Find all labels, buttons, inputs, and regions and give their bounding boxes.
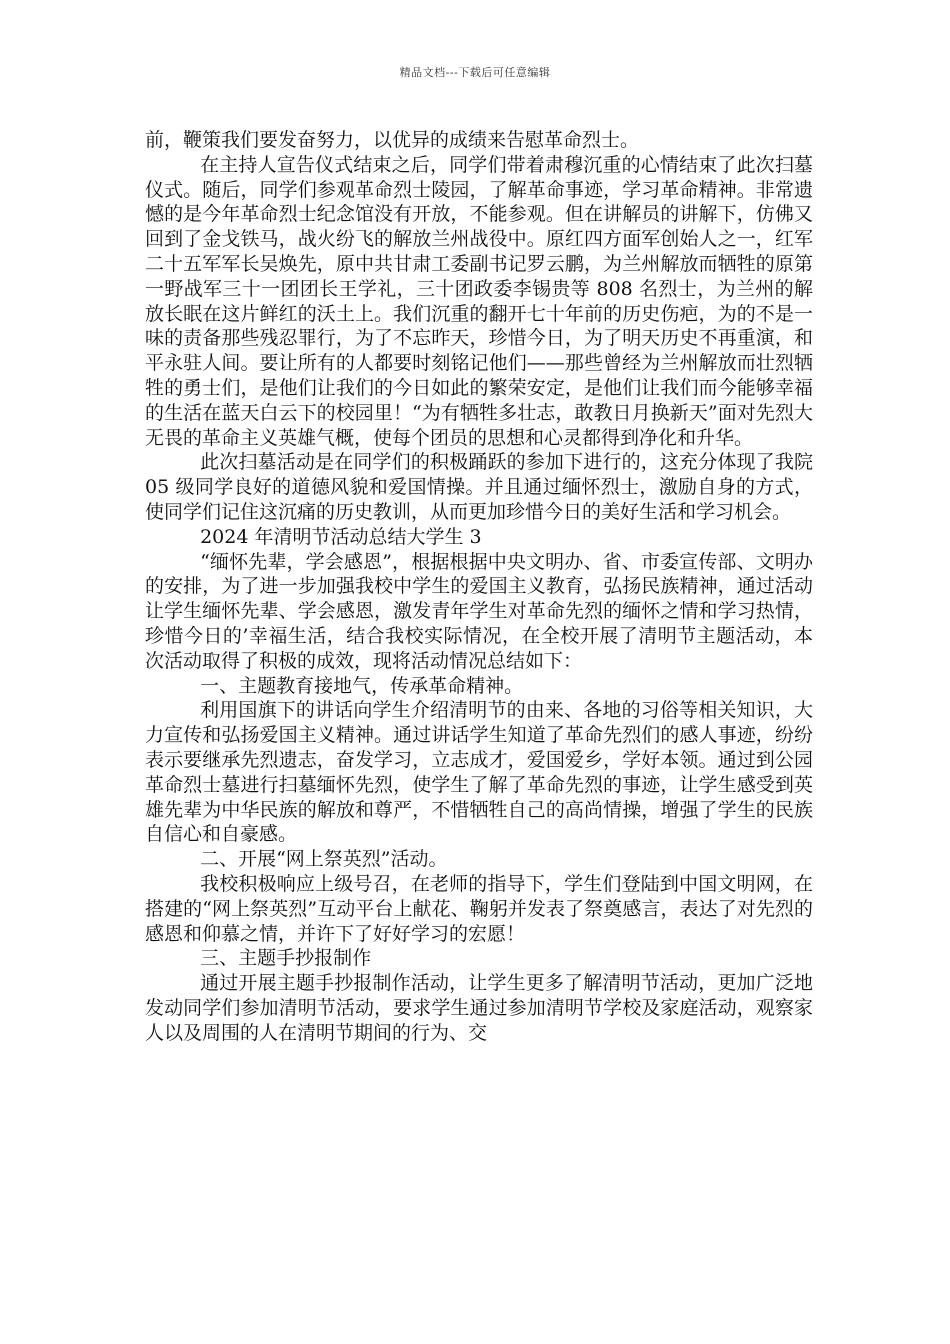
paragraph: 在主持人宣告仪式结束之后，同学们带着肃穆沉重的心情结束了此次扫墓仪式。随后，同学们参观革命烈士陵园，了解革命事迹，学习革命精神。非常遗憾的是今年革命烈士纪念馆没有开放，不能参观。但在讲解员的讲解下，仿佛又回到了金戈铁马，战火纷飞的解放兰州战役中。原红四方面军创始人之一，红军二十五军军长吴焕先，原中共甘肃工委副书记罗云鹏，为兰州解放而牺牲的原第一野战军三十一团团长王学礼，三十团政委李锡贵等 808 名烈士，为兰州的解放长眠在这片鲜红的沃土上。我们沉重的翻开七十年前的历史伤疤，为的不是一味的责备那些残忍罪行，为了不忘昨天，珍惜今日，为了明天历史不再重演，和平永驻人间。要让所有的人都要时刻铭记他们——那些曾经为兰州解放而壮烈牺牲的勇士们，是他们让我们的今日如此的繁荣安定，是他们让我们而今能够幸福的生活在蓝天白云下的校园里！“为有牺牲多壮志，敢教日月换新天”面对先烈大无畏的革命主义英雄气概，使每个团员的思想和心灵都得到净化和升华。 — [145, 153, 813, 449]
paragraph: 此次扫墓活动是在同学们的积极踊跃的参加下进行的，这充分体现了我院 05 级同学良好的道德风貌和爱国情操。并且通过缅怀烈士，激励自身的方式，使同学们记住这沉痛的历史教训，从而更加珍惜今日的美好生活和学习机会。 — [145, 451, 813, 523]
paragraph: “缅怀先辈，学会感恩”，根据根据中央文明办、省、市委宣传部、文明办的安排，为了进一步加强我校中学生的爱国主义教育，弘扬民族精神，通过活动让学生缅怀先辈、学会感恩，激发青年学生对革命先烈的缅怀之情和学习热情，珍惜今日的’幸福生活，结合我校实际情况，在全校开展了清明节主题活动，本次活动取得了积极的成效，现将活动情况总结如下： — [145, 550, 813, 672]
section-title: 2024 年清明节活动总结大学生 3 — [200, 525, 482, 548]
document-body — [145, 128, 813, 1045]
section-heading: 一、主题教育接地气，传承革命精神。 — [200, 674, 524, 697]
section-heading: 三、主题手抄报制作 — [200, 947, 372, 970]
section-heading: 二、开展“网上祭英烈”活动。 — [200, 848, 448, 871]
paragraph: 通过开展主题手抄报制作活动，让学生更多了解清明节活动，更加广泛地发动同学们参加清明节活动，要求学生通过参加清明节学校及家庭活动，观察家人以及周围的人在清明节期间的行为、交 — [145, 972, 813, 1044]
paragraph: 前，鞭策我们要发奋努力，以优异的成绩来告慰革命烈士。 — [145, 129, 640, 151]
page-header: 精品文档---下载后可任意编辑 — [399, 66, 551, 79]
paragraph: 利用国旗下的讲话向学生介绍清明节的由来、各地的习俗等相关知识，大力宣传和弘扬爱国主义精神。通过讲话学生知道了革命先烈们的感人事迹，纷纷表示要继承先烈遗志，奋发学习，立志成才，爱国爱乡，学好本领。通过到公园革命烈士墓进行扫墓缅怀先烈，使学生了解了革命先烈的事迹，让学生感受到英雄先辈为中华民族的解放和尊严，不惜牺牲自己的高尚情操，增强了学生的民族自信心和自豪感。 — [145, 699, 813, 846]
paragraph: 我校积极响应上级号召，在老师的指导下，学生们登陆到中国文明网，在搭建的“网上祭英烈”互动平台上献花、鞠躬并发表了祭奠感言，表达了对先烈的感恩和仰慕之情，并许下了好好学习的宏愿！ — [145, 872, 813, 945]
